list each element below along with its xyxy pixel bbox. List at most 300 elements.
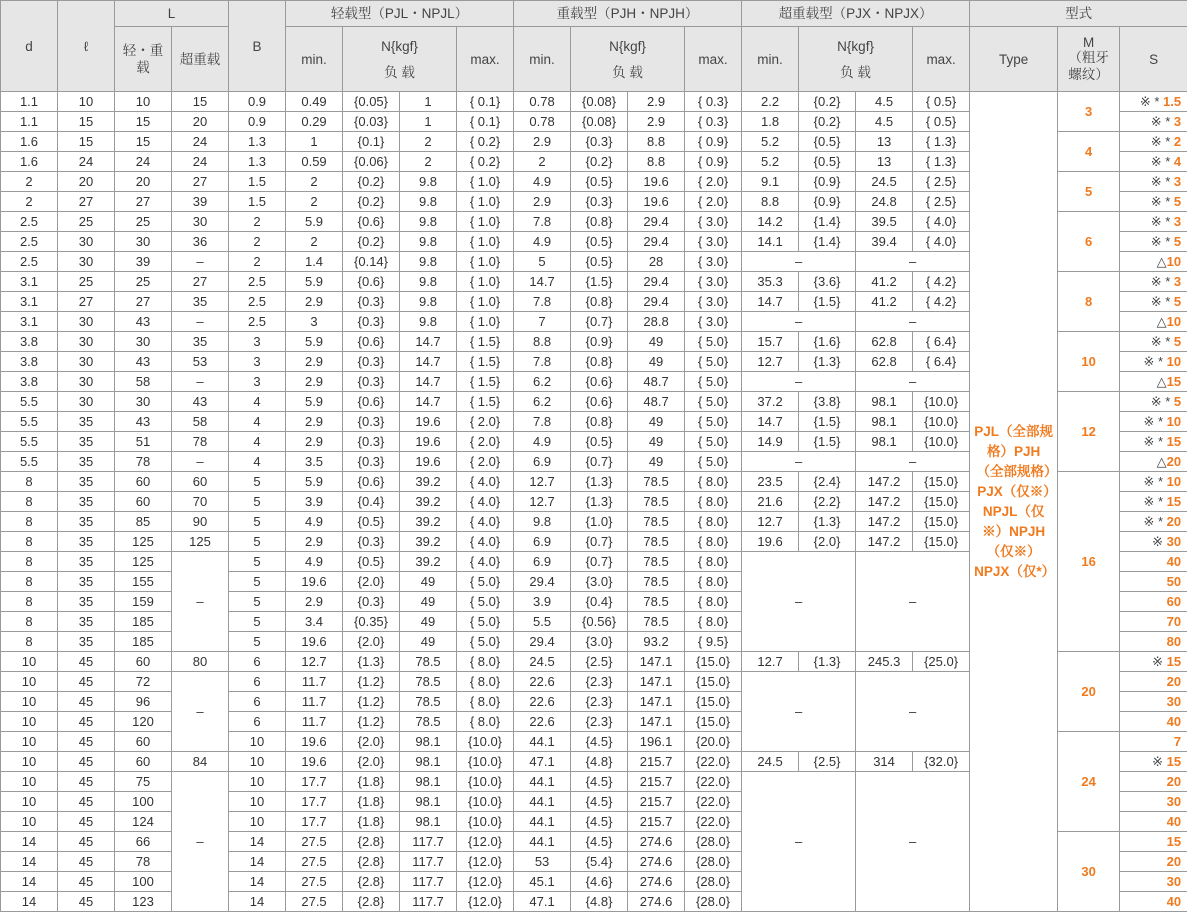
- s-value: 80: [1166, 634, 1182, 649]
- cell-B: 14: [229, 892, 286, 912]
- s-value: 15: [1166, 374, 1182, 389]
- cell-heavy-max: 196.1: [628, 732, 685, 752]
- cell-L-light-heavy: 85: [115, 512, 172, 532]
- cell-L-light-heavy: 66: [115, 832, 172, 852]
- cell-light-min: 3.5: [286, 452, 343, 472]
- cell-heavy-max: 78.5: [628, 612, 685, 632]
- cell-light-max-kgf: { 5.0}: [457, 592, 514, 612]
- cell-S: [1120, 652, 1187, 672]
- cell-light-min: 0.59: [286, 152, 343, 172]
- table-header: [1, 1, 1187, 92]
- cell-heavy-min-kgf: {0.3}: [571, 192, 628, 212]
- cell-light-max-kgf: { 5.0}: [457, 572, 514, 592]
- cell-heavy-min: 7: [514, 312, 571, 332]
- cell-heavy-max: 215.7: [628, 772, 685, 792]
- cell-light-min-kgf: {2.8}: [343, 852, 400, 872]
- cell-heavy-min: 2: [514, 152, 571, 172]
- cell-B: 0.9: [229, 92, 286, 112]
- cell-heavy-min: 22.6: [514, 672, 571, 692]
- cell-heavy-min: 0.78: [514, 92, 571, 112]
- cell-d: 8: [1, 532, 58, 552]
- cell-S: [1120, 712, 1187, 732]
- cell-L-super: –: [172, 252, 229, 272]
- cell-heavy-min: 7.8: [514, 212, 571, 232]
- s-mark: ※: [1152, 654, 1167, 669]
- cell-d: 10: [1, 652, 58, 672]
- cell-heavy-min-kgf: {0.9}: [571, 332, 628, 352]
- cell-L-super: 36: [172, 232, 229, 252]
- cell-S: [1120, 92, 1187, 112]
- cell-S: [1120, 612, 1187, 632]
- cell-d: 3.8: [1, 352, 58, 372]
- cell-light-min: 3.4: [286, 612, 343, 632]
- cell-light-max-kgf: { 8.0}: [457, 712, 514, 732]
- cell-S: [1120, 232, 1187, 252]
- cell-super-min-kgf: {0.5}: [799, 152, 856, 172]
- cell-heavy-max-kgf: {28.0}: [685, 852, 742, 872]
- cell-d: 1.1: [1, 112, 58, 132]
- cell-B: 5: [229, 492, 286, 512]
- cell-light-min: 17.7: [286, 772, 343, 792]
- cell-L-super: –: [172, 372, 229, 392]
- cell-l: 30: [58, 392, 115, 412]
- s-value: 30: [1166, 694, 1182, 709]
- cell-super-min: 14.7: [742, 292, 799, 312]
- cell-S: [1120, 792, 1187, 812]
- s-value: 10: [1166, 254, 1182, 269]
- cell-L-super: 90: [172, 512, 229, 532]
- cell-light-min-kgf: {0.3}: [343, 592, 400, 612]
- cell-heavy-max: 215.7: [628, 812, 685, 832]
- cell-heavy-max-kgf: { 3.0}: [685, 212, 742, 232]
- cell-heavy-max-kgf: { 8.0}: [685, 552, 742, 572]
- cell-super-min-kgf: {2.4}: [799, 472, 856, 492]
- cell-light-min: 17.7: [286, 812, 343, 832]
- s-value: 40: [1166, 554, 1182, 569]
- cell-B: 10: [229, 752, 286, 772]
- cell-super-max: 24.8: [856, 192, 913, 212]
- s-mark: ※ *: [1150, 134, 1174, 149]
- cell-heavy-max: 147.1: [628, 672, 685, 692]
- cell-B: 3: [229, 372, 286, 392]
- cell-light-min-kgf: {2.0}: [343, 632, 400, 652]
- cell-light-max-kgf: {12.0}: [457, 892, 514, 912]
- cell-l: 35: [58, 432, 115, 452]
- cell-light-min-kgf: {1.2}: [343, 692, 400, 712]
- cell-heavy-max: 274.6: [628, 832, 685, 852]
- s-value: 5: [1173, 334, 1182, 349]
- cell-light-min: 19.6: [286, 752, 343, 772]
- cell-S: [1120, 352, 1187, 372]
- cell-super-min-kgf: {0.2}: [799, 112, 856, 132]
- cell-heavy-min-kgf: {0.7}: [571, 452, 628, 472]
- cell-S: [1120, 292, 1187, 312]
- cell-heavy-min: 8.8: [514, 332, 571, 352]
- cell-heavy-max: 49: [628, 412, 685, 432]
- cell-super-min: 5.2: [742, 132, 799, 152]
- s-value: 3: [1173, 114, 1182, 129]
- cell-super-max: 98.1: [856, 412, 913, 432]
- cell-light-min: 2.9: [286, 432, 343, 452]
- cell-super-min-blank: –: [742, 252, 856, 272]
- cell-light-max-kgf: { 8.0}: [457, 672, 514, 692]
- header-heavy-min: min.: [514, 27, 571, 92]
- header-heavy-max: max.: [685, 27, 742, 92]
- cell-heavy-min: 29.4: [514, 632, 571, 652]
- cell-light-min: 17.7: [286, 792, 343, 812]
- cell-S: [1120, 512, 1187, 532]
- cell-light-min-kgf: {0.35}: [343, 612, 400, 632]
- cell-d: 2.5: [1, 232, 58, 252]
- cell-M-thread: 4: [1058, 132, 1120, 172]
- cell-L-light-heavy: 185: [115, 632, 172, 652]
- cell-d: 10: [1, 752, 58, 772]
- header-d: d: [1, 1, 58, 92]
- cell-heavy-min: 5: [514, 252, 571, 272]
- cell-light-min-kgf: {1.8}: [343, 772, 400, 792]
- s-mark: ※ *: [1150, 334, 1174, 349]
- cell-super-min: 14.7: [742, 412, 799, 432]
- cell-l: 45: [58, 792, 115, 812]
- cell-super-max-kgf: { 4.0}: [913, 232, 970, 252]
- cell-super-min: 23.5: [742, 472, 799, 492]
- cell-light-min: 1.4: [286, 252, 343, 272]
- cell-L-super: 20: [172, 112, 229, 132]
- cell-heavy-max: 49: [628, 432, 685, 452]
- cell-light-min-kgf: {0.6}: [343, 212, 400, 232]
- cell-L-light-heavy: 72: [115, 672, 172, 692]
- cell-L-super: –: [172, 672, 229, 752]
- header-B: B: [229, 1, 286, 92]
- cell-heavy-max: 274.6: [628, 892, 685, 912]
- s-value: 2: [1173, 134, 1182, 149]
- s-mark: ※ *: [1150, 114, 1174, 129]
- cell-light-min: 2.9: [286, 292, 343, 312]
- cell-L-light-heavy: 24: [115, 152, 172, 172]
- cell-B: 0.9: [229, 112, 286, 132]
- cell-l: 45: [58, 872, 115, 892]
- cell-d: 14: [1, 892, 58, 912]
- cell-light-max-kgf: { 4.0}: [457, 492, 514, 512]
- cell-light-max-kgf: { 1.5}: [457, 372, 514, 392]
- s-value: 3: [1173, 174, 1182, 189]
- cell-S: [1120, 392, 1187, 412]
- cell-heavy-min: 6.2: [514, 392, 571, 412]
- s-value: 20: [1166, 854, 1182, 869]
- s-value: 30: [1166, 534, 1182, 549]
- header-L: L: [115, 1, 229, 27]
- cell-super-min-blank: –: [742, 672, 856, 752]
- cell-heavy-min: 0.78: [514, 112, 571, 132]
- cell-L-light-heavy: 27: [115, 292, 172, 312]
- cell-L-super: 24: [172, 152, 229, 172]
- cell-B: 4: [229, 432, 286, 452]
- cell-super-min-blank: –: [742, 312, 856, 332]
- cell-heavy-max: 19.6: [628, 172, 685, 192]
- cell-heavy-min: 4.9: [514, 432, 571, 452]
- cell-light-min-kgf: {0.2}: [343, 232, 400, 252]
- cell-light-max: 9.8: [400, 172, 457, 192]
- s-value: 3: [1173, 274, 1182, 289]
- cell-l: 45: [58, 652, 115, 672]
- cell-super-min-kgf: {3.8}: [799, 392, 856, 412]
- cell-super-max-kgf: { 4.2}: [913, 292, 970, 312]
- cell-L-light-heavy: 100: [115, 872, 172, 892]
- cell-M-thread: 10: [1058, 332, 1120, 392]
- cell-S: [1120, 832, 1187, 852]
- cell-L-light-heavy: 60: [115, 472, 172, 492]
- cell-super-min: 12.7: [742, 352, 799, 372]
- cell-d: 2.5: [1, 212, 58, 232]
- cell-B: 5: [229, 472, 286, 492]
- cell-heavy-min-kgf: {2.3}: [571, 672, 628, 692]
- cell-B: 5: [229, 552, 286, 572]
- cell-d: 14: [1, 832, 58, 852]
- cell-super-max-kgf: { 2.5}: [913, 172, 970, 192]
- cell-light-min: 2: [286, 172, 343, 192]
- cell-S: [1120, 412, 1187, 432]
- cell-light-min: 1: [286, 132, 343, 152]
- cell-super-min-kgf: {0.5}: [799, 132, 856, 152]
- cell-d: 10: [1, 692, 58, 712]
- cell-heavy-max: 274.6: [628, 872, 685, 892]
- cell-L-light-heavy: 30: [115, 232, 172, 252]
- cell-S: [1120, 552, 1187, 572]
- cell-light-min-kgf: {0.14}: [343, 252, 400, 272]
- cell-light-min: 12.7: [286, 652, 343, 672]
- cell-heavy-max-kgf: {22.0}: [685, 772, 742, 792]
- s-value: 10: [1166, 354, 1182, 369]
- cell-l: 45: [58, 712, 115, 732]
- cell-heavy-min-kgf: {4.6}: [571, 872, 628, 892]
- cell-heavy-max-kgf: {22.0}: [685, 792, 742, 812]
- cell-M-thread: 12: [1058, 392, 1120, 472]
- cell-heavy-min-kgf: {0.7}: [571, 552, 628, 572]
- cell-S: [1120, 532, 1187, 552]
- cell-l: 15: [58, 112, 115, 132]
- cell-heavy-min: 12.7: [514, 492, 571, 512]
- cell-S: [1120, 372, 1187, 392]
- cell-heavy-max-kgf: {15.0}: [685, 672, 742, 692]
- cell-light-max-kgf: { 1.0}: [457, 292, 514, 312]
- cell-light-max-kgf: { 1.5}: [457, 332, 514, 352]
- cell-heavy-max: 49: [628, 332, 685, 352]
- cell-super-min-kgf: {2.5}: [799, 752, 856, 772]
- cell-l: 30: [58, 252, 115, 272]
- cell-L-light-heavy: 43: [115, 412, 172, 432]
- cell-super-max-blank: –: [856, 672, 970, 752]
- cell-L-light-heavy: 60: [115, 652, 172, 672]
- cell-l: 35: [58, 532, 115, 552]
- cell-heavy-max-kgf: {22.0}: [685, 752, 742, 772]
- cell-L-super: 15: [172, 92, 229, 112]
- cell-M-thread: 8: [1058, 272, 1120, 332]
- cell-light-max-kgf: { 5.0}: [457, 612, 514, 632]
- cell-d: 1.6: [1, 152, 58, 172]
- cell-d: 2.5: [1, 252, 58, 272]
- header-light-load-label: 负 载: [384, 64, 415, 80]
- cell-heavy-min-kgf: {2.3}: [571, 712, 628, 732]
- cell-L-super: –: [172, 772, 229, 912]
- cell-heavy-min: 9.8: [514, 512, 571, 532]
- cell-super-min-blank: –: [742, 452, 856, 472]
- s-mark: ※ *: [1143, 494, 1167, 509]
- header-super-max: max.: [913, 27, 970, 92]
- cell-light-min: 2.9: [286, 532, 343, 552]
- cell-heavy-min-kgf: {2.3}: [571, 692, 628, 712]
- cell-heavy-max-kgf: {22.0}: [685, 812, 742, 832]
- cell-light-min: 5.9: [286, 212, 343, 232]
- cell-B: 2.5: [229, 272, 286, 292]
- cell-light-min-kgf: {0.3}: [343, 292, 400, 312]
- cell-L-light-heavy: 25: [115, 272, 172, 292]
- cell-super-min-kgf: {3.6}: [799, 272, 856, 292]
- cell-M-thread: 3: [1058, 92, 1120, 132]
- cell-heavy-max-kgf: { 0.3}: [685, 92, 742, 112]
- cell-heavy-max: 29.4: [628, 272, 685, 292]
- cell-L-super: 80: [172, 652, 229, 672]
- cell-light-min: 19.6: [286, 732, 343, 752]
- s-value: 30: [1166, 794, 1182, 809]
- cell-light-max-kgf: {10.0}: [457, 752, 514, 772]
- cell-light-max: 78.5: [400, 712, 457, 732]
- cell-d: 8: [1, 512, 58, 532]
- cell-heavy-min-kgf: {0.08}: [571, 112, 628, 132]
- cell-super-min: 12.7: [742, 652, 799, 672]
- cell-light-max-kgf: { 1.0}: [457, 312, 514, 332]
- cell-heavy-min: 6.9: [514, 532, 571, 552]
- cell-l: 35: [58, 512, 115, 532]
- cell-super-max-kgf: {25.0}: [913, 652, 970, 672]
- cell-heavy-max: 8.8: [628, 152, 685, 172]
- s-value: 5: [1173, 194, 1182, 209]
- cell-B: 5: [229, 592, 286, 612]
- cell-super-min-blank: –: [742, 552, 856, 652]
- cell-heavy-min: 47.1: [514, 752, 571, 772]
- cell-super-max: 147.2: [856, 532, 913, 552]
- cell-light-min-kgf: {0.3}: [343, 532, 400, 552]
- cell-light-max-kgf: { 1.0}: [457, 192, 514, 212]
- cell-light-max: 117.7: [400, 832, 457, 852]
- cell-d: 3.1: [1, 312, 58, 332]
- cell-heavy-max-kgf: { 5.0}: [685, 332, 742, 352]
- cell-heavy-min: 4.9: [514, 172, 571, 192]
- cell-d: 10: [1, 732, 58, 752]
- cell-l: 35: [58, 592, 115, 612]
- cell-super-max-kgf: { 0.5}: [913, 112, 970, 132]
- cell-L-super: 35: [172, 332, 229, 352]
- cell-l: 35: [58, 452, 115, 472]
- cell-B: 10: [229, 812, 286, 832]
- header-heavy-unit: N{kgf}: [609, 38, 646, 54]
- cell-heavy-max: 28.8: [628, 312, 685, 332]
- cell-heavy-min-kgf: {4.5}: [571, 832, 628, 852]
- cell-L-super: 60: [172, 472, 229, 492]
- cell-heavy-max: 78.5: [628, 572, 685, 592]
- cell-d: 5.5: [1, 452, 58, 472]
- cell-heavy-max: 78.5: [628, 472, 685, 492]
- cell-heavy-min-kgf: {4.8}: [571, 752, 628, 772]
- cell-light-max: 9.8: [400, 292, 457, 312]
- cell-super-min: 12.7: [742, 512, 799, 532]
- cell-B: 6: [229, 672, 286, 692]
- cell-super-max: 39.4: [856, 232, 913, 252]
- cell-heavy-max-kgf: { 9.5}: [685, 632, 742, 652]
- cell-S: [1120, 432, 1187, 452]
- s-mark: ※ *: [1150, 154, 1174, 169]
- header-L-light-heavy: 轻・重载: [115, 27, 172, 92]
- cell-super-max-blank: –: [856, 312, 970, 332]
- cell-L-light-heavy: 30: [115, 392, 172, 412]
- cell-super-min-blank: –: [742, 772, 856, 912]
- cell-S: [1120, 192, 1187, 212]
- cell-L-light-heavy: 155: [115, 572, 172, 592]
- cell-light-min-kgf: {0.4}: [343, 492, 400, 512]
- cell-l: 45: [58, 852, 115, 872]
- cell-heavy-min-kgf: {0.08}: [571, 92, 628, 112]
- cell-light-min-kgf: {0.3}: [343, 312, 400, 332]
- header-heavy-load-label: 负 载: [612, 64, 643, 80]
- cell-heavy-min-kgf: {1.3}: [571, 492, 628, 512]
- cell-B: 4: [229, 392, 286, 412]
- cell-heavy-min-kgf: {5.4}: [571, 852, 628, 872]
- cell-heavy-min: 24.5: [514, 652, 571, 672]
- cell-light-max: 39.2: [400, 532, 457, 552]
- cell-S: [1120, 112, 1187, 132]
- cell-L-light-heavy: 20: [115, 172, 172, 192]
- cell-heavy-max-kgf: { 5.0}: [685, 452, 742, 472]
- cell-light-min: 27.5: [286, 832, 343, 852]
- cell-super-min-kgf: {0.2}: [799, 92, 856, 112]
- cell-light-max: 9.8: [400, 272, 457, 292]
- cell-L-light-heavy: 96: [115, 692, 172, 712]
- cell-light-max-kgf: { 0.1}: [457, 92, 514, 112]
- cell-light-max-kgf: { 2.0}: [457, 432, 514, 452]
- cell-d: 14: [1, 872, 58, 892]
- cell-light-min: 2.9: [286, 352, 343, 372]
- cell-L-light-heavy: 159: [115, 592, 172, 612]
- cell-heavy-min-kgf: {4.5}: [571, 792, 628, 812]
- cell-light-max: 9.8: [400, 232, 457, 252]
- cell-l: 15: [58, 132, 115, 152]
- cell-light-min-kgf: {1.8}: [343, 792, 400, 812]
- cell-super-min-kgf: {1.3}: [799, 512, 856, 532]
- cell-super-max: 24.5: [856, 172, 913, 192]
- cell-B: 14: [229, 832, 286, 852]
- cell-L-super: –: [172, 452, 229, 472]
- cell-S: [1120, 572, 1187, 592]
- cell-d: 10: [1, 792, 58, 812]
- header-light-min: min.: [286, 27, 343, 92]
- cell-S: [1120, 592, 1187, 612]
- cell-l: 35: [58, 572, 115, 592]
- cell-super-min: 2.2: [742, 92, 799, 112]
- cell-L-light-heavy: 100: [115, 792, 172, 812]
- header-super-unit: N{kgf}: [837, 38, 874, 54]
- cell-super-max: 13: [856, 152, 913, 172]
- cell-S: [1120, 672, 1187, 692]
- cell-heavy-min: 44.1: [514, 812, 571, 832]
- cell-L-super: 24: [172, 132, 229, 152]
- cell-light-max-kgf: { 0.1}: [457, 112, 514, 132]
- cell-light-min: 3.9: [286, 492, 343, 512]
- cell-heavy-max-kgf: {28.0}: [685, 892, 742, 912]
- cell-light-min: 3: [286, 312, 343, 332]
- cell-light-min-kgf: {0.1}: [343, 132, 400, 152]
- cell-L-light-heavy: 15: [115, 132, 172, 152]
- cell-B: 10: [229, 772, 286, 792]
- cell-super-max-kgf: { 1.3}: [913, 152, 970, 172]
